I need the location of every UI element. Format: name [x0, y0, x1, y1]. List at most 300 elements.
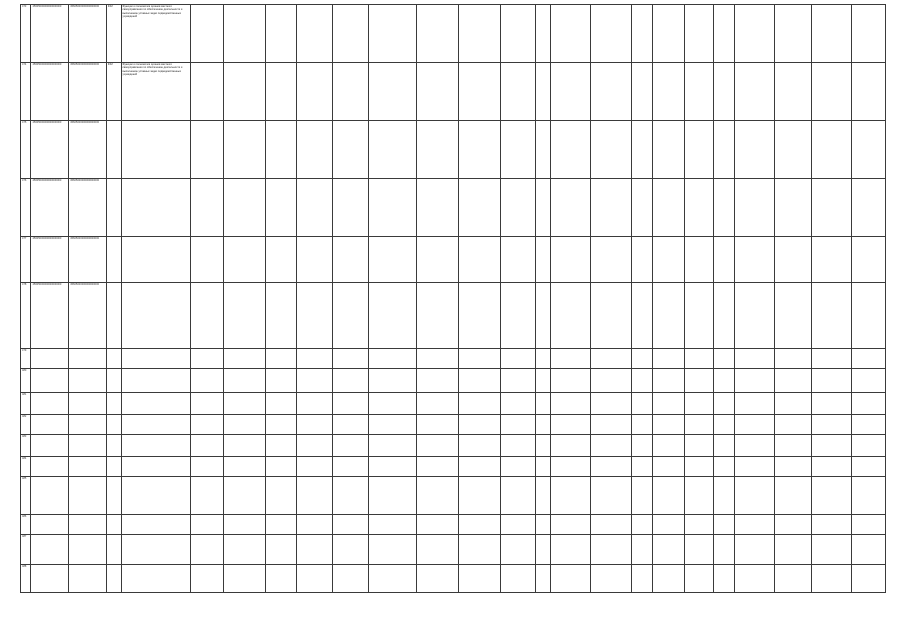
table-cell: [297, 393, 333, 415]
table-cell: [106, 179, 121, 237]
table-cell: [550, 535, 590, 565]
table-cell: 45605000000000000000: [31, 63, 69, 121]
table-cell: [684, 179, 713, 237]
table-cell: [536, 457, 551, 477]
table-cell: [774, 535, 812, 565]
table-cell: [368, 435, 416, 457]
table-cell: [590, 179, 632, 237]
table-cell: [653, 5, 684, 63]
table-cell: [550, 457, 590, 477]
table-cell: [332, 565, 368, 593]
table-cell: [265, 369, 296, 393]
table-cell: [368, 477, 416, 515]
table-cell: Функции и полномочия органов местного самоуправления по обеспечению деятельности и выполнению уставных задач подведомственных учреждений: [121, 5, 190, 63]
table-cell: [550, 369, 590, 393]
table-cell: [500, 179, 536, 237]
table-cell: [106, 457, 121, 477]
table-cell: [190, 435, 224, 457]
table-row: [21, 393, 886, 415]
table-cell: [812, 121, 852, 179]
table-cell: [458, 237, 500, 283]
table-cell: [265, 283, 296, 349]
table-cell: [536, 63, 551, 121]
table-cell: 487: [21, 535, 31, 565]
table-cell: [550, 179, 590, 237]
data-table: [20, 4, 886, 593]
table-cell: [332, 415, 368, 435]
table-cell: [852, 393, 886, 415]
table-cell: 45605000000000000000: [69, 5, 107, 63]
table-cell: [297, 565, 333, 593]
table-cell: [31, 535, 69, 565]
table-cell: [31, 435, 69, 457]
table-row: [21, 457, 886, 477]
table-cell: [31, 457, 69, 477]
table-cell: [416, 565, 458, 593]
table-cell: [368, 515, 416, 535]
table-cell: [297, 121, 333, 179]
table-cell: 45605000000000000000: [31, 179, 69, 237]
table-cell: [714, 349, 735, 369]
table-cell: [332, 283, 368, 349]
table-cell: [224, 477, 266, 515]
table-row: [21, 63, 886, 121]
table-row: [21, 565, 886, 593]
table-cell: [332, 535, 368, 565]
table-cell: [653, 237, 684, 283]
table-cell: [852, 283, 886, 349]
table-cell: [416, 435, 458, 457]
table-cell: [812, 565, 852, 593]
table-cell: [500, 5, 536, 63]
table-cell: [590, 237, 632, 283]
table-cell: [265, 63, 296, 121]
table-cell: 45605000000000000000: [69, 63, 107, 121]
table-cell: [774, 63, 812, 121]
table-cell: 482: [21, 415, 31, 435]
table-cell: [265, 515, 296, 535]
table-cell: [590, 477, 632, 515]
table-cell: 477: [21, 237, 31, 283]
table-cell: [536, 237, 551, 283]
table-cell: [550, 415, 590, 435]
table-cell: 45605000000000000000: [31, 5, 69, 63]
table-cell: [500, 565, 536, 593]
table-cell: [106, 565, 121, 593]
table-cell: [224, 535, 266, 565]
table-cell: [500, 435, 536, 457]
table-cell: [297, 515, 333, 535]
table-cell: [735, 369, 775, 393]
table-cell: [590, 457, 632, 477]
table-cell: [500, 121, 536, 179]
table-cell: [368, 457, 416, 477]
table-cell: [714, 283, 735, 349]
table-cell: [632, 393, 653, 415]
table-cell: [653, 369, 684, 393]
table-cell: [224, 121, 266, 179]
table-cell: [774, 179, 812, 237]
table-cell: [458, 283, 500, 349]
table-cell: [852, 179, 886, 237]
table-cell: [774, 415, 812, 435]
table-cell: [368, 565, 416, 593]
table-cell: [224, 415, 266, 435]
table-cell: [550, 237, 590, 283]
table-cell: [121, 535, 190, 565]
table-cell: [852, 515, 886, 535]
table-cell: [590, 393, 632, 415]
table-cell: [500, 349, 536, 369]
table-cell: [735, 415, 775, 435]
table-cell: [31, 565, 69, 593]
table-cell: 45605000000000000000: [69, 179, 107, 237]
table-cell: [632, 283, 653, 349]
table-cell: [69, 565, 107, 593]
table-cell: [714, 457, 735, 477]
table-cell: [500, 535, 536, 565]
table-cell: [684, 393, 713, 415]
table-cell: [500, 63, 536, 121]
table-cell: [590, 349, 632, 369]
table-cell: [368, 415, 416, 435]
table-cell: [735, 515, 775, 535]
table-cell: [735, 179, 775, 237]
table-cell: [332, 179, 368, 237]
table-cell: [224, 5, 266, 63]
table-cell: [190, 565, 224, 593]
table-cell: [458, 515, 500, 535]
table-cell: [368, 283, 416, 349]
table-cell: [774, 237, 812, 283]
table-cell: 45605000000000000000: [31, 283, 69, 349]
table-cell: [458, 435, 500, 457]
table-cell: [265, 5, 296, 63]
table-cell: [224, 565, 266, 593]
table-cell: [774, 477, 812, 515]
table-cell: [774, 369, 812, 393]
table-cell: [106, 515, 121, 535]
table-cell: 481: [21, 393, 31, 415]
table-cell: [265, 565, 296, 593]
table-cell: 484: [21, 457, 31, 477]
table-cell: [297, 237, 333, 283]
table-cell: [416, 63, 458, 121]
table-cell: [632, 179, 653, 237]
table-cell: [653, 121, 684, 179]
table-cell: [653, 535, 684, 565]
table-cell: [500, 393, 536, 415]
table-cell: [852, 349, 886, 369]
table-cell: [458, 415, 500, 435]
table-cell: [735, 535, 775, 565]
table-cell: [458, 179, 500, 237]
table-cell: [224, 369, 266, 393]
table-cell: [106, 535, 121, 565]
table-cell: [106, 435, 121, 457]
table-cell: [265, 435, 296, 457]
spreadsheet-page: [20, 4, 886, 636]
table-cell: Ф/М: [106, 63, 121, 121]
table-cell: [332, 393, 368, 415]
table-cell: [774, 515, 812, 535]
table-row: [21, 369, 886, 393]
table-cell: [632, 63, 653, 121]
table-cell: [550, 349, 590, 369]
table-cell: [458, 535, 500, 565]
table-cell: [416, 5, 458, 63]
table-cell: [812, 349, 852, 369]
table-cell: [632, 349, 653, 369]
table-cell: [106, 237, 121, 283]
table-cell: [653, 63, 684, 121]
table-cell: [653, 435, 684, 457]
table-cell: [735, 393, 775, 415]
table-cell: [536, 565, 551, 593]
table-cell: [31, 515, 69, 535]
table-cell: [852, 477, 886, 515]
table-cell: [812, 535, 852, 565]
table-cell: [812, 477, 852, 515]
table-cell: [550, 121, 590, 179]
table-cell: [632, 477, 653, 515]
table-cell: [190, 515, 224, 535]
table-cell: [190, 415, 224, 435]
table-cell: [684, 349, 713, 369]
table-cell: [121, 435, 190, 457]
table-cell: [653, 515, 684, 535]
table-cell: [224, 283, 266, 349]
table-cell: [632, 369, 653, 393]
table-cell: Функции и полномочия органов местного самоуправления по обеспечению деятельности и выполнению уставных задач подведомственных учреждений: [121, 63, 190, 121]
table-cell: 474: [21, 63, 31, 121]
table-cell: [852, 415, 886, 435]
table-cell: [812, 515, 852, 535]
table-cell: [69, 477, 107, 515]
table-cell: [684, 121, 713, 179]
table-cell: [224, 457, 266, 477]
table-cell: [852, 5, 886, 63]
table-cell: [852, 535, 886, 565]
table-cell: [190, 393, 224, 415]
table-cell: [500, 237, 536, 283]
table-cell: [550, 393, 590, 415]
table-row: [21, 179, 886, 237]
table-cell: [632, 535, 653, 565]
table-cell: [224, 393, 266, 415]
table-cell: [106, 415, 121, 435]
table-cell: [416, 535, 458, 565]
table-cell: [69, 457, 107, 477]
table-row: [21, 435, 886, 457]
table-cell: [735, 435, 775, 457]
table-cell: [735, 63, 775, 121]
table-cell: [31, 393, 69, 415]
table-cell: [684, 515, 713, 535]
table-cell: [190, 179, 224, 237]
table-cell: [416, 369, 458, 393]
table-cell: [121, 283, 190, 349]
table-cell: [332, 63, 368, 121]
table-cell: [774, 349, 812, 369]
table-cell: [812, 415, 852, 435]
table-cell: [224, 63, 266, 121]
table-cell: [190, 283, 224, 349]
table-cell: [550, 5, 590, 63]
table-cell: [332, 457, 368, 477]
table-cell: [332, 349, 368, 369]
table-cell: [714, 535, 735, 565]
table-cell: [121, 121, 190, 179]
table-cell: [774, 435, 812, 457]
table-cell: [69, 415, 107, 435]
table-cell: [190, 535, 224, 565]
table-cell: [458, 121, 500, 179]
table-cell: [590, 283, 632, 349]
table-cell: [224, 179, 266, 237]
table-cell: [121, 565, 190, 593]
table-cell: [416, 283, 458, 349]
table-cell: 476: [21, 179, 31, 237]
table-row: [21, 477, 886, 515]
table-cell: [653, 283, 684, 349]
table-cell: [31, 369, 69, 393]
table-cell: [550, 565, 590, 593]
table-cell: [550, 435, 590, 457]
table-cell: [416, 179, 458, 237]
table-cell: [812, 393, 852, 415]
table-cell: [332, 5, 368, 63]
table-cell: [224, 515, 266, 535]
table-cell: [190, 369, 224, 393]
table-cell: [368, 535, 416, 565]
table-cell: 45605000000000000000: [31, 237, 69, 283]
table-cell: [224, 237, 266, 283]
table-cell: [69, 349, 107, 369]
table-cell: [714, 477, 735, 515]
table-cell: [368, 349, 416, 369]
table-cell: [714, 179, 735, 237]
table-cell: [653, 415, 684, 435]
table-cell: [297, 179, 333, 237]
table-cell: [500, 515, 536, 535]
table-cell: [332, 369, 368, 393]
table-cell: [632, 457, 653, 477]
table-cell: [774, 393, 812, 415]
table-cell: [653, 565, 684, 593]
table-cell: [590, 63, 632, 121]
table-cell: [265, 121, 296, 179]
table-cell: [368, 237, 416, 283]
table-cell: [714, 63, 735, 121]
table-cell: [416, 393, 458, 415]
table-cell: [684, 63, 713, 121]
table-cell: [684, 535, 713, 565]
table-cell: [735, 477, 775, 515]
table-cell: [297, 349, 333, 369]
table-cell: [297, 369, 333, 393]
table-cell: [536, 415, 551, 435]
table-row: [21, 121, 886, 179]
table-cell: [69, 393, 107, 415]
table-cell: [684, 415, 713, 435]
table-row: [21, 349, 886, 369]
table-cell: [536, 435, 551, 457]
table-cell: [550, 477, 590, 515]
table-cell: [536, 369, 551, 393]
table-cell: [852, 237, 886, 283]
table-cell: 45605000000000000000: [69, 283, 107, 349]
table-cell: [632, 5, 653, 63]
table-cell: [536, 283, 551, 349]
table-cell: [297, 477, 333, 515]
table-cell: [416, 349, 458, 369]
table-cell: [368, 393, 416, 415]
table-cell: [536, 5, 551, 63]
table-cell: [121, 369, 190, 393]
table-cell: [297, 535, 333, 565]
table-cell: [684, 237, 713, 283]
table-cell: [121, 393, 190, 415]
table-cell: 478: [21, 283, 31, 349]
table-cell: [297, 435, 333, 457]
table-cell: [458, 393, 500, 415]
table-cell: [416, 237, 458, 283]
table-cell: [735, 349, 775, 369]
table-cell: [106, 283, 121, 349]
table-cell: 485: [21, 477, 31, 515]
table-cell: [852, 565, 886, 593]
table-row: [21, 415, 886, 435]
table-cell: [684, 369, 713, 393]
table-cell: [190, 121, 224, 179]
table-cell: [852, 457, 886, 477]
table-cell: [332, 237, 368, 283]
table-cell: [590, 121, 632, 179]
table-cell: [774, 121, 812, 179]
table-cell: [416, 457, 458, 477]
table-cell: [536, 121, 551, 179]
table-cell: [69, 369, 107, 393]
table-cell: [774, 283, 812, 349]
table-cell: [106, 477, 121, 515]
table-cell: [735, 457, 775, 477]
table-cell: [812, 457, 852, 477]
table-cell: [714, 237, 735, 283]
table-cell: [632, 415, 653, 435]
table-cell: [297, 457, 333, 477]
table-cell: [297, 283, 333, 349]
table-cell: [458, 565, 500, 593]
table-cell: [812, 237, 852, 283]
table-cell: [536, 535, 551, 565]
table-cell: [332, 477, 368, 515]
table-cell: 480: [21, 369, 31, 393]
table-cell: [416, 477, 458, 515]
table-cell: [714, 5, 735, 63]
table-cell: [190, 477, 224, 515]
table-cell: [368, 121, 416, 179]
table-cell: [735, 5, 775, 63]
table-cell: [632, 515, 653, 535]
table-cell: [812, 283, 852, 349]
table-cell: [684, 283, 713, 349]
table-cell: [632, 237, 653, 283]
table-cell: 45605000000000000000: [69, 237, 107, 283]
table-cell: 486: [21, 515, 31, 535]
table-cell: [774, 5, 812, 63]
table-cell: [632, 435, 653, 457]
